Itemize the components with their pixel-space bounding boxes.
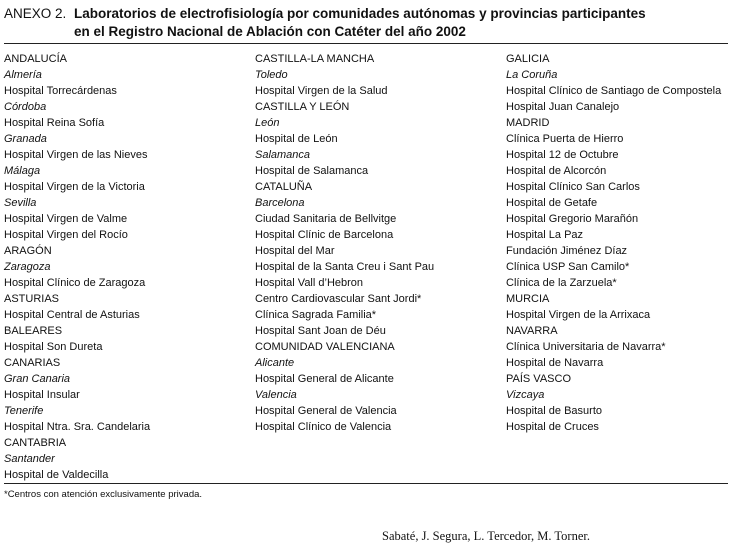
province-label: Tenerife	[4, 405, 44, 417]
hospital-name: Clínica de la Zarzuela*	[506, 277, 617, 289]
province-label: Almería	[4, 69, 42, 81]
hospital-name: Hospital 12 de Octubre	[506, 149, 619, 161]
province-label: Málaga	[4, 165, 41, 177]
hospital-name: Hospital Sant Joan de Déu	[255, 325, 386, 337]
province-label: Toledo	[255, 69, 288, 81]
hospital-name: Hospital Clínic de Barcelona	[255, 229, 394, 241]
province-label: Alicante	[255, 357, 295, 369]
hospital-name: Hospital Virgen de la Arrixaca	[506, 309, 651, 321]
hospital-name: Hospital Juan Canalejo	[506, 101, 620, 113]
hospital-name: Clínica Puerta de Hierro	[506, 133, 624, 145]
region-heading: ASTURIAS	[4, 293, 60, 305]
annex-header	[4, 5, 730, 41]
hospital-name: Hospital Clínico San Carlos	[506, 181, 640, 193]
hospital-name: Hospital de Cruces	[506, 421, 599, 433]
annex-title-line-1: Laboratorios de electrofisiología por comunidades autónomas y provincias participantes	[74, 6, 646, 21]
hospital-name: Hospital del Mar	[255, 245, 335, 257]
region-heading: ANDALUCÍA	[4, 53, 67, 65]
hospital-name: Hospital Clínico de Valencia	[255, 421, 392, 433]
hospital-name: Clínica USP San Camilo*	[506, 261, 630, 273]
annex-title	[74, 5, 646, 41]
region-heading: COMUNIDAD VALENCIANA	[255, 341, 395, 353]
province-label: Vizcaya	[506, 389, 545, 401]
region-heading: ARAGÓN	[4, 245, 52, 257]
province-label: La Coruña	[506, 69, 558, 81]
province-label: Salamanca	[255, 149, 311, 161]
province-label: Gran Canaria	[4, 373, 71, 385]
hospital-name: Hospital de Basurto	[506, 405, 602, 417]
hospital-name: Hospital La Paz	[506, 229, 584, 241]
region-heading: CATALUÑA	[255, 181, 313, 193]
hospital-name: Hospital de León	[255, 133, 338, 145]
region-heading: GALICIA	[506, 53, 550, 65]
hospital-name: Hospital Insular	[4, 389, 80, 401]
hospital-name: Hospital Virgen de Valme	[4, 213, 128, 225]
hospital-name: Hospital de Valdecilla	[4, 469, 109, 481]
hospital-name: Hospital General de Valencia	[255, 405, 397, 417]
hospital-name: Fundación Jiménez Díaz	[506, 245, 628, 257]
province-label: Zaragoza	[4, 261, 51, 273]
hospital-name: Hospital Vall d’Hebron	[255, 277, 364, 289]
annex-title-line-2: en el Registro Nacional de Ablación con Catéter del año 2002	[74, 24, 466, 39]
region-heading: CANTABRIA	[4, 437, 67, 449]
region-heading: CASTILLA Y LEÓN	[255, 101, 350, 113]
region-heading: MURCIA	[506, 293, 550, 305]
hospital-name: Hospital Virgen de la Victoria	[4, 181, 145, 193]
hospital-name: Hospital de Getafe	[506, 197, 598, 209]
province-label: Valencia	[255, 389, 297, 401]
annex-label: ANEXO 2.	[4, 6, 67, 21]
province-label: Granada	[4, 133, 47, 145]
province-label: Córdoba	[4, 101, 47, 113]
hospital-name: Hospital Virgen de las Nieves	[4, 149, 148, 161]
province-label: Sevilla	[4, 197, 37, 209]
hospital-name: Hospital General de Alicante	[255, 373, 394, 385]
hospital-name: Centro Cardiovascular Sant Jordi*	[255, 293, 422, 305]
region-heading: BALEARES	[4, 325, 63, 337]
column-1	[4, 51, 249, 483]
hospital-name: Hospital Clínico de Zaragoza	[4, 277, 146, 289]
hospital-name: Hospital Virgen de la Salud	[255, 85, 388, 97]
hospital-name: Hospital Gregorio Marañón	[506, 213, 639, 225]
hospital-name: Hospital de Alcorcón	[506, 165, 607, 177]
hospital-name: Hospital Torrecárdenas	[4, 85, 117, 97]
hospital-name: Hospital de Salamanca	[255, 165, 369, 177]
hospital-name: Hospital Reina Sofía	[4, 117, 105, 129]
hospital-name: Hospital Clínico de Santiago de Compostela	[506, 85, 722, 97]
column-3	[506, 51, 732, 435]
footnote: *Centros con atención exclusivamente privada.	[4, 489, 203, 500]
region-heading: MADRID	[506, 117, 550, 129]
region-heading: PAÍS VASCO	[506, 373, 572, 385]
region-heading: CASTILLA-LA MANCHA	[255, 53, 375, 65]
province-label: Barcelona	[255, 197, 305, 209]
hospital-name: Hospital Virgen del Rocío	[4, 229, 128, 241]
hospital-name: Ciudad Sanitaria de Bellvitge	[255, 213, 397, 225]
hospital-name: Clínica Sagrada Familia*	[255, 309, 377, 321]
column-2	[255, 51, 500, 435]
hospital-name: Hospital de Navarra	[506, 357, 604, 369]
page-footer-authors: Sabaté, J. Segura, L. Tercedor, M. Torner.	[382, 529, 590, 543]
bottom-rule	[4, 483, 728, 484]
top-rule	[4, 43, 728, 44]
hospital-name: Hospital Son Dureta	[4, 341, 103, 353]
hospital-name: Hospital Ntra. Sra. Candelaria	[4, 421, 151, 433]
hospital-name: Hospital de la Santa Creu i Sant Pau	[255, 261, 435, 273]
region-heading: CANARIAS	[4, 357, 61, 369]
hospital-name: Clínica Universitaria de Navarra*	[506, 341, 666, 353]
region-heading: NAVARRA	[506, 325, 558, 337]
hospital-name: Hospital Central de Asturias	[4, 309, 140, 321]
province-label: Santander	[4, 453, 55, 465]
province-label: León	[255, 117, 280, 129]
